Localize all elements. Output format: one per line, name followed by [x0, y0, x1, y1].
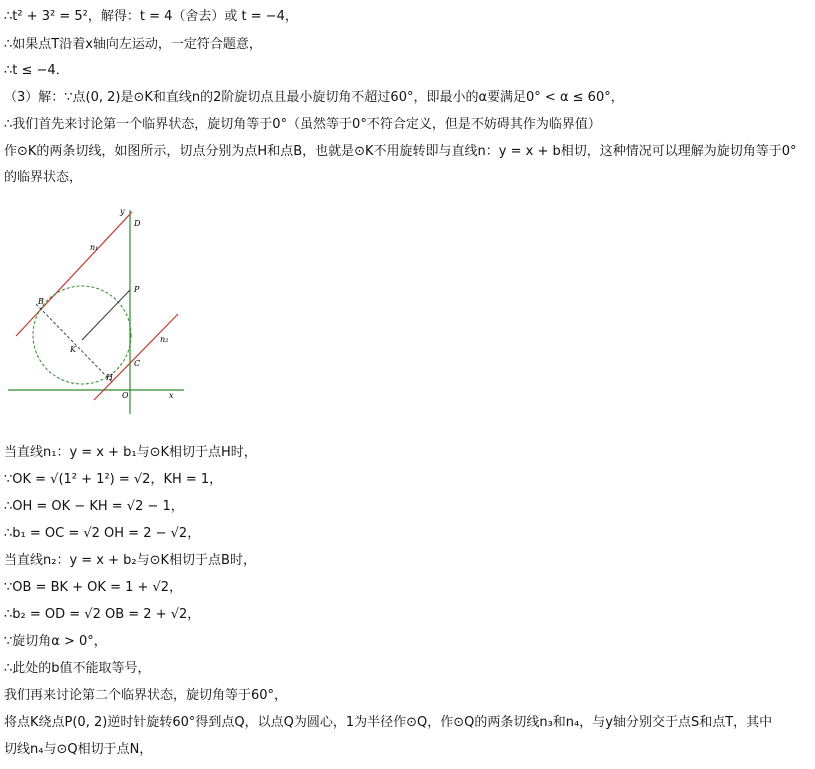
text-line-6: 作⊙K的两条切线，如图所示，切点分别为点H和点B，也就是⊙K不用旋转即与直线n：y = x + b相切，这种情况可以理解为旋切角等于0°	[4, 144, 797, 159]
text-line-19: 切线n₄与⊙Q相切于点N，	[4, 742, 153, 757]
label-c: C	[134, 359, 141, 368]
geometry-figure	[8, 202, 188, 414]
segment-bo	[36, 304, 112, 382]
text-line-4: （3）解：∵点(0, 2)是⊙K和直线n的2阶旋切点且最小旋切角不超过60°，即最小的α要满足0° < α ≤ 60°，	[4, 90, 624, 105]
text-line-9: ∵OK = √(1² + 1²) = √2，KH = 1，	[4, 472, 223, 487]
label-p: P	[134, 285, 140, 294]
text-line-13: ∵OB = BK + OK = 1 + √2，	[4, 580, 183, 595]
tangent-line-n2	[94, 314, 178, 400]
text-line-11: ∴b₁ = OC = √2 OH = 2 − √2，	[4, 526, 201, 541]
text-line-7: 的临界状态，	[4, 170, 83, 185]
label-y: y	[120, 207, 125, 216]
segment-kp	[82, 290, 130, 340]
text-line-12: 当直线n₂：y = x + b₂与⊙K相切于点B时，	[4, 553, 256, 568]
tangent-line-n1	[16, 212, 132, 336]
text-line-18: 将点K绕点P(0, 2)逆时针旋转60°得到点Q，以点Q为圆心，1为半径作⊙Q，作⊙Q的两条切线n₃和n₄，与y轴分别交于点S和点T，其中	[4, 715, 773, 730]
text-line-5: ∴我们首先来讨论第一个临界状态，旋切角等于0°（虽然等于0°不符合定义，但是不妨碍其作为临界值）	[4, 117, 601, 132]
label-d: D	[134, 219, 141, 228]
text-line-1: ∴t² + 3² = 5²，解得：t = 4（舍去）或 t = −4，	[4, 9, 298, 24]
label-k: K	[70, 345, 76, 354]
label-b: B	[38, 297, 44, 306]
label-o: O	[122, 391, 129, 400]
text-line-10: ∴OH = OK − KH = √2 − 1，	[4, 499, 184, 514]
text-line-16: ∴此处的b值不能取等号，	[4, 661, 151, 676]
label-h: H	[106, 373, 113, 382]
text-line-2: ∴如果点T沿着x轴向左运动，一定符合题意，	[4, 37, 262, 52]
text-line-3: ∴t ≤ −4．	[4, 63, 69, 78]
text-line-8: 当直线n₁：y = x + b₁与⊙K相切于点H时，	[4, 445, 257, 460]
label-n2: n₂	[160, 335, 169, 344]
text-line-15: ∵旋切角α > 0°，	[4, 634, 107, 649]
text-line-17: 我们再来讨论第二个临界状态，旋切角等于60°，	[4, 688, 288, 703]
circle-k	[33, 286, 131, 384]
label-x: x	[169, 391, 174, 400]
label-n1: n₁	[90, 243, 99, 252]
text-line-14: ∴b₂ = OD = √2 OB = 2 + √2，	[4, 607, 201, 622]
